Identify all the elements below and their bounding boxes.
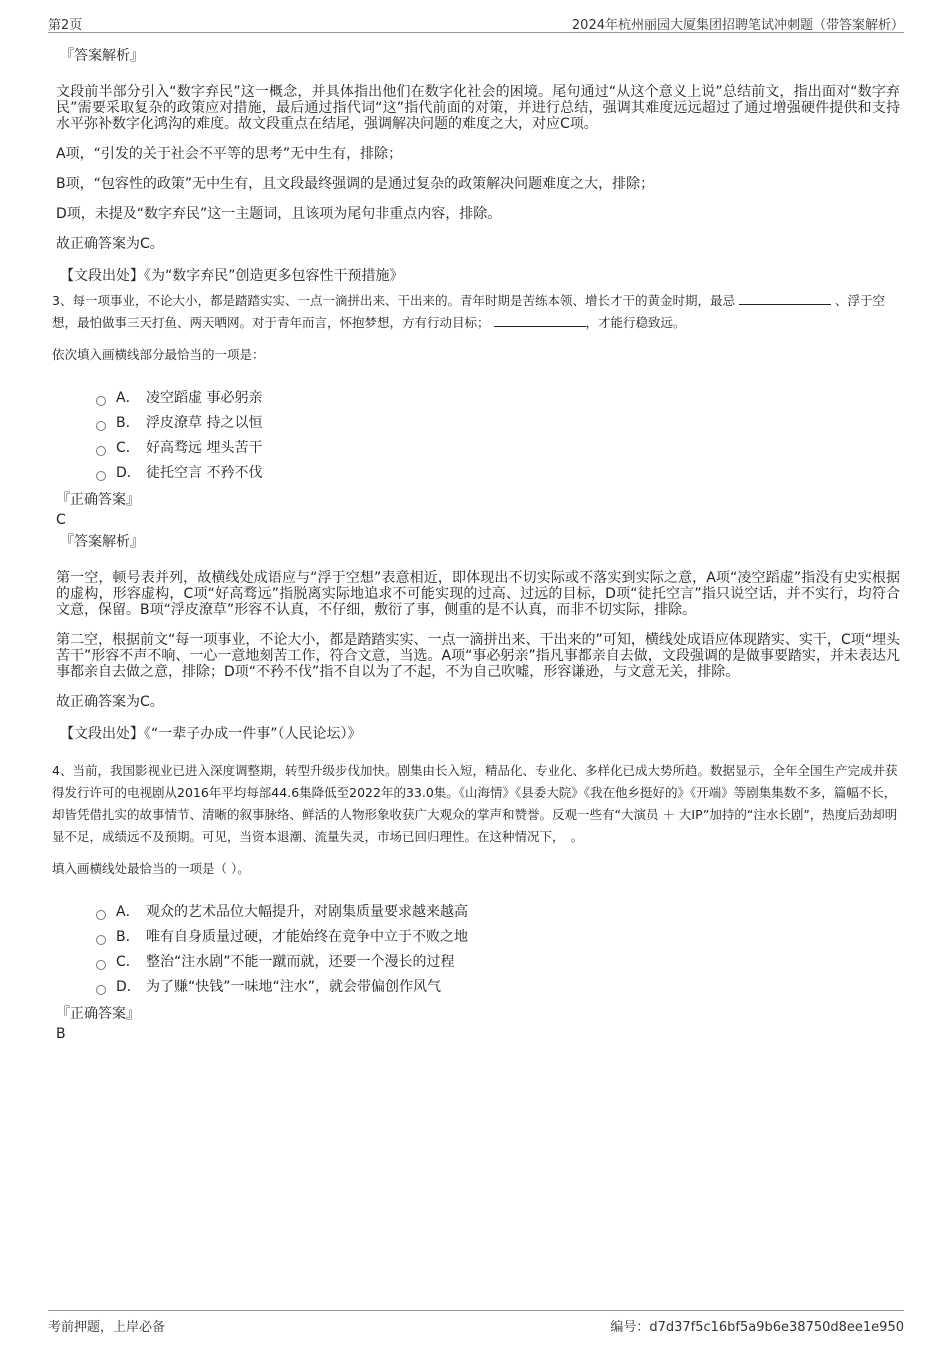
analysis-heading: 『答案解析』	[60, 48, 144, 64]
question-4-stem: 4、当前，我国影视业已进入深度调整期，转型升级步伐加快。剧集由长入短，精品化、专业化、多样化已成大势所趋。数据显示，全年全国生产完成并获得发行许可的电视剧从2016年平均每部44.6集降低至2022年的33.0集。《山海情》《县委大院》《我在他乡挺好的》《开端》等剧集集数不多，篇幅不长，却皆凭借扎实的故事情节、清晰的叙事脉络、鲜活的人物形象收获广大观众的掌声和赞誉。反观一些有“大演员 ＋ 大IP”加持的“注水长剧”，热度后劲却明显不足，成绩远不及预期。可见，当资本退潮、流量失灵，市场已回归理性。在这种情况下， 。	[52, 763, 898, 844]
document-code: 编号：d7d37f5c16bf5a9b6e38750d8ee1e950	[610, 1320, 904, 1335]
analysis-paragraph: D项，未提及“数字弃民”这一主题词，且该项为尾句非重点内容，排除。	[56, 206, 502, 222]
radio-icon[interactable]	[96, 985, 106, 995]
radio-icon[interactable]	[96, 910, 106, 920]
document-title: 2024年杭州丽园大厦集团招聘笔试冲刺题（带答案解析）	[571, 18, 904, 33]
question-3-instruction: 依次填入画横线部分最恰当的一项是：	[52, 347, 265, 362]
option-d[interactable]: D． 徒托空言 不矜不伐	[96, 461, 900, 486]
page-header	[48, 10, 904, 33]
source-citation: 【文段出处】《为“数字弃民”创造更多包容性干预措施》	[60, 268, 404, 284]
page-footer	[48, 1310, 904, 1337]
fill-blank	[739, 292, 831, 305]
option-c[interactable]: C． 好高骛远 埋头苦干	[96, 436, 900, 461]
question-4-instruction: 填入画横线处最恰当的一项是（ ）。	[52, 861, 250, 876]
option-a[interactable]: A． 凌空蹈虚 事必躬亲	[96, 386, 900, 411]
answer-conclusion: 故正确答案为C。	[56, 236, 164, 252]
radio-icon[interactable]	[96, 935, 106, 945]
analysis-paragraph: A项，“引发的关于社会不平等的思考”无中生有，排除；	[56, 146, 403, 162]
radio-icon[interactable]	[96, 960, 106, 970]
question-3-stem: 3、每一项事业，不论大小，都是踏踏实实、一点一滴拼出来、干出来的。青年时期是苦练本领、增长才干的黄金时期，最忌 、浮于空想，最怕做事三天打鱼、两天晒网。对于青年而言，怀抱梦想，方有行动目标； ，才能行稳致远。	[52, 293, 885, 330]
radio-icon[interactable]	[96, 396, 106, 406]
correct-answer-heading: 『正确答案』	[56, 1006, 140, 1022]
option-b[interactable]: B． 唯有自身质量过硬，才能始终在竞争中立于不败之地	[96, 925, 900, 950]
correct-answer: C	[56, 512, 66, 528]
answer-conclusion: 故正确答案为C。	[56, 694, 164, 710]
question-3-options	[96, 386, 900, 486]
option-a[interactable]: A． 观众的艺术品位大幅提升，对剧集质量要求越来越高	[96, 900, 900, 925]
analysis-heading: 『答案解析』	[60, 534, 144, 550]
correct-answer: B	[56, 1026, 66, 1042]
option-c[interactable]: C． 整治“注水剧”不能一蹴而就，还要一个漫长的过程	[96, 950, 900, 975]
radio-icon[interactable]	[96, 471, 106, 481]
page-number: 第2页	[48, 18, 83, 33]
analysis-paragraph: B项，“包容性的政策”无中生有，且文段最终强调的是通过复杂的政策解决问题难度之大，排除；	[56, 176, 655, 192]
radio-icon[interactable]	[96, 446, 106, 456]
source-citation: 【文段出处】《“一辈子办成一件事”（人民论坛）》	[60, 726, 362, 742]
page-content	[52, 46, 900, 1046]
question-4-options	[96, 900, 900, 1000]
radio-icon[interactable]	[96, 421, 106, 431]
analysis-paragraph: 文段前半部分引入“数字弃民”这一概念，并具体指出他们在数字化社会的困境。尾句通过“从这个意义上说”总结前文，指出面对“数字弃民”需要采取复杂的政策应对措施，最后通过指代词“这”指代前面的对策，并进行总结，强调其难度远远超过了通过增强硬件提供和支持水平弥补数字化鸿沟的难度。故文段重点在结尾，强调解决问题的难度之大，对应C项。	[56, 84, 900, 132]
footer-slogan: 考前押题，上岸必备	[48, 1320, 166, 1335]
option-d[interactable]: D． 为了赚“快钱”一味地“注水”，就会带偏创作风气	[96, 975, 900, 1000]
analysis-paragraph: 第二空，根据前文“每一项事业，不论大小，都是踏踏实实、一点一滴拼出来、干出来的”可知，横线处成语应体现踏实、实干，C项“埋头苦干”形容不声不响、一心一意地刻苦工作，符合文意，当选。A项“事必躬亲”指凡事都亲自去做，文段强调的是做事要踏实，并未表达凡事都亲自去做之意，排除；D项“不矜不伐”指不自以为了不起，不为自己吹嘘，形容谦逊，与文意无关，排除。	[56, 632, 900, 680]
correct-answer-heading: 『正确答案』	[56, 492, 140, 508]
option-b[interactable]: B． 浮皮潦草 持之以恒	[96, 411, 900, 436]
fill-blank	[494, 314, 586, 327]
analysis-paragraph: 第一空，顿号表并列，故横线处成语应与“浮于空想”表意相近，即体现出不切实际或不落实到实际之意，A项“凌空蹈虚”指没有史实根据的虚构，形容虚构，C项“好高骛远”指脱离实际地追求不可能实现的过高、过远的目标，D项“徒托空言”指只说空话，并不实行，均符合文意，保留。B项“浮皮潦草”形容不认真，不仔细，敷衍了事，侧重的是不认真，而非不切实际，排除。	[56, 570, 900, 618]
